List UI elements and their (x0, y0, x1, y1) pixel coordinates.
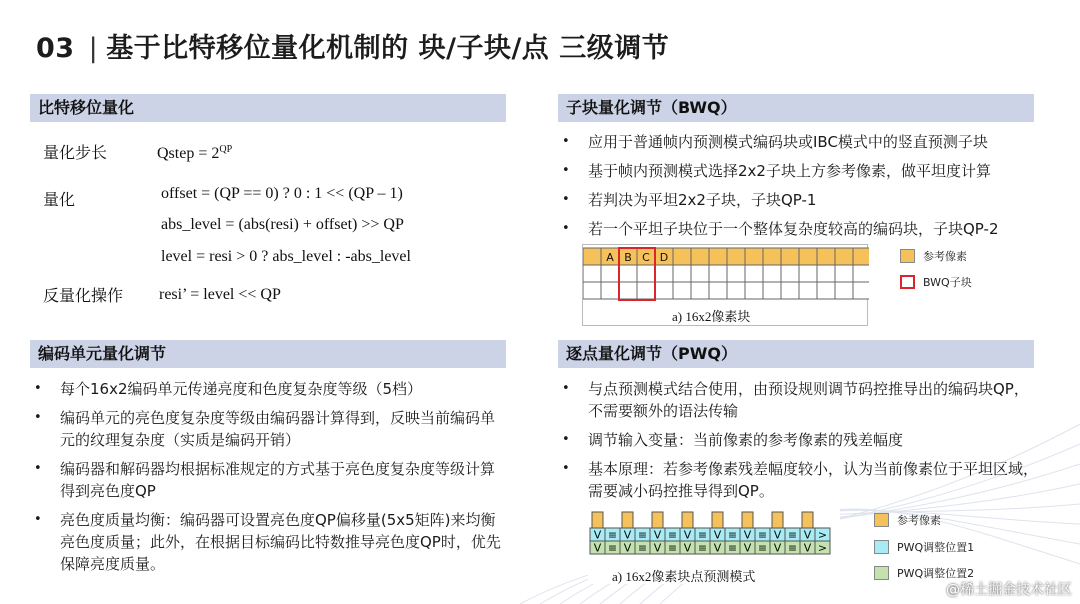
prediction-symbol: ≡ (607, 541, 618, 555)
pwq-caption: a) 16x2像素块点预测模式 (612, 569, 756, 584)
pwq-legend-ref (874, 512, 941, 528)
list-item: • 亮色度质量均衡：编码器可设置亮色度QP偏移量(5x5矩阵)来均衡亮色度质量；此外，在根据目标编码比特数推导亮色度QP时，优先保障亮度质量。 (30, 509, 508, 575)
pixel-cell (763, 282, 781, 299)
prediction-symbol: V (743, 541, 752, 555)
pwq-pos1-swatch (874, 540, 889, 554)
prediction-symbol: V (593, 528, 602, 542)
prediction-symbol: > (817, 541, 828, 555)
legend-label: 参考像素 (897, 514, 941, 527)
pixel-cell (835, 265, 853, 282)
prediction-symbol: V (683, 528, 692, 542)
list-item: • 若一个平坦子块位于一个整体复杂度较高的编码块，子块QP-2 (558, 218, 1058, 240)
dequant-formula: resi’ = level << QP (155, 284, 285, 306)
prediction-symbol: ≡ (697, 528, 708, 542)
watermark: @稀土掘金技术社区 (946, 582, 1072, 598)
prediction-symbol: V (623, 528, 632, 542)
pixel-cell (691, 282, 709, 299)
qstep-formula (153, 142, 236, 165)
ref-pixel-cell (622, 512, 633, 528)
pixel-cell (673, 265, 691, 282)
pixel-cell (691, 265, 709, 282)
prediction-symbol: ≡ (667, 541, 678, 555)
legend-label: BWQ子块 (923, 276, 972, 289)
ref-pixel-cell (802, 512, 813, 528)
grid-letter: A (606, 251, 614, 264)
grid-letter: D (659, 251, 669, 264)
list-item: • 基本原理：若参考像素残差幅度较小，认为当前像素位于平坦区域，需要减小码控推导得到QP。 (558, 458, 1038, 502)
pixel-cell (763, 265, 781, 282)
pixel-cell (799, 265, 817, 282)
pixel-cell (583, 282, 601, 299)
ref-pixel-cell (835, 248, 853, 265)
ref-pixel-swatch (874, 513, 889, 527)
ref-pixel-cell (853, 248, 869, 265)
pixel-cell (745, 265, 763, 282)
ref-pixel-cell (682, 512, 693, 528)
quant-label: 量化 (43, 190, 76, 209)
prediction-symbol: ≡ (757, 528, 768, 542)
pixel-cell (745, 282, 763, 299)
pwq-pos2-swatch (874, 566, 889, 580)
pixel-cell (619, 265, 637, 282)
list-item: • 若判决为平坦2x2子块，子块QP-1 (558, 189, 1058, 211)
prediction-symbol: V (773, 541, 782, 555)
list-item: • 与点预测模式结合使用，由预设规则调节码控推导出的编码块QP，不需要额外的语法传输 (558, 378, 1038, 422)
dequant-label: 反量化操作 (43, 286, 124, 305)
grid-letter: B (624, 251, 632, 264)
pixel-cell (727, 265, 745, 282)
page-title (36, 26, 669, 65)
grid-letter: C (642, 251, 650, 264)
title-text: 基于比特移位量化机制的 块/子块/点 三级调节 (106, 33, 670, 64)
ref-pixel-cell (592, 512, 603, 528)
bwq-legend-ref (900, 248, 967, 264)
pixel-cell (709, 265, 727, 282)
pixel-cell (709, 282, 727, 299)
list-item: • 编码器和解码器均根据标准规定的方式基于亮色度复杂度等级计算得到亮色度QP (30, 458, 508, 502)
list-item: • 每个16x2编码单元传递亮度和色度复杂度等级（5档） (30, 378, 508, 400)
legend-label: PWQ调整位置2 (897, 567, 975, 580)
legend-label: PWQ调整位置1 (897, 541, 975, 554)
list-item: • 应用于普通帧内预测模式编码块或IBC模式中的竖直预测子块 (558, 131, 1058, 153)
pixel-cell (781, 282, 799, 299)
prediction-symbol: ≡ (757, 541, 768, 555)
pixel-cell (673, 282, 691, 299)
prediction-symbol: V (683, 541, 692, 555)
ref-pixel-cell (583, 248, 601, 265)
section-number: 03 (36, 33, 75, 64)
prediction-symbol: ≡ (637, 528, 648, 542)
pixel-cell (655, 265, 673, 282)
bwq-caption: a) 16x2像素块 (672, 309, 751, 324)
pwq-list (558, 378, 1038, 509)
prediction-symbol: V (803, 528, 812, 542)
pixel-cell (853, 282, 869, 299)
legend-label: 参考像素 (923, 250, 967, 263)
ref-pixel-cell (745, 248, 763, 265)
pixel-cell (817, 265, 835, 282)
ref-pixel-cell (763, 248, 781, 265)
ref-pixel-cell (742, 512, 753, 528)
ref-pixel-cell (712, 512, 723, 528)
bwq-list (558, 131, 1058, 247)
qstep-formula-text: Qstep = 2 (157, 145, 220, 162)
bwq-box-swatch (900, 275, 915, 289)
pixel-cell (583, 265, 601, 282)
qstep-label: 量化步长 (43, 143, 108, 162)
pixel-cell (619, 282, 637, 299)
prediction-symbol: V (593, 541, 602, 555)
pixel-cell (781, 265, 799, 282)
pwq-legend-pos1 (874, 539, 974, 555)
ref-pixel-swatch (900, 249, 915, 263)
prediction-symbol: V (773, 528, 782, 542)
pixel-cell (655, 282, 673, 299)
bit-shift-header: 比特移位量化 (30, 94, 506, 122)
cu-adjust-header: 编码单元量化调节 (30, 340, 506, 368)
ref-pixel-cell (799, 248, 817, 265)
prediction-symbol: ≡ (787, 528, 798, 542)
prediction-symbol: ≡ (607, 528, 618, 542)
prediction-symbol: V (713, 528, 722, 542)
ref-pixel-cell (691, 248, 709, 265)
prediction-symbol: ≡ (637, 541, 648, 555)
title-separator: | (88, 33, 99, 64)
pwq-header: 逐点量化调节（PWQ） (558, 340, 1034, 368)
bwq-legend-box (900, 274, 972, 290)
pixel-cell (799, 282, 817, 299)
prediction-symbol: ≡ (667, 528, 678, 542)
prediction-symbol: ≡ (727, 541, 738, 555)
list-item: • 基于帧内预测模式选择2x2子块上方参考像素，做平坦度计算 (558, 160, 1058, 182)
pixel-cell (835, 282, 853, 299)
ref-pixel-cell (709, 248, 727, 265)
pixel-cell (727, 282, 745, 299)
quant-formula-offset: offset = (QP == 0) ? 0 : 1 << (QP – 1) (157, 183, 452, 205)
prediction-symbol: V (743, 528, 752, 542)
prediction-symbol: V (623, 541, 632, 555)
ref-pixel-cell (772, 512, 783, 528)
qstep-superscript: QP (219, 144, 233, 155)
pixel-cell (637, 282, 655, 299)
quant-formula-level: level = resi > 0 ? abs_level : -abs_level (157, 246, 452, 268)
prediction-symbol: ≡ (787, 541, 798, 555)
prediction-symbol: ≡ (697, 541, 708, 555)
pixel-cell (853, 265, 869, 282)
pixel-cell (637, 265, 655, 282)
ref-pixel-cell (673, 248, 691, 265)
list-item: • 调节输入变量：当前像素的参考像素的残差幅度 (558, 429, 1038, 451)
prediction-symbol: V (653, 541, 662, 555)
prediction-symbol: V (713, 541, 722, 555)
list-item: • 编码单元的亮色度复杂度等级由编码器计算得到，反映当前编码单元的纹理复杂度（实质是编码开销） (30, 407, 508, 451)
ref-pixel-cell (652, 512, 663, 528)
pixel-cell (817, 282, 835, 299)
ref-pixel-cell (817, 248, 835, 265)
prediction-symbol: > (817, 528, 828, 542)
quant-formula-abs-level: abs_level = (abs(resi) + offset) >> QP (157, 214, 452, 236)
prediction-symbol: V (653, 528, 662, 542)
cu-adjust-list (30, 378, 508, 582)
bwq-header: 子块量化调节（BWQ） (558, 94, 1034, 122)
prediction-symbol: ≡ (727, 528, 738, 542)
prediction-symbol: V (803, 541, 812, 555)
pixel-cell (601, 282, 619, 299)
ref-pixel-cell (727, 248, 745, 265)
ref-pixel-cell (781, 248, 799, 265)
pixel-cell (601, 265, 619, 282)
